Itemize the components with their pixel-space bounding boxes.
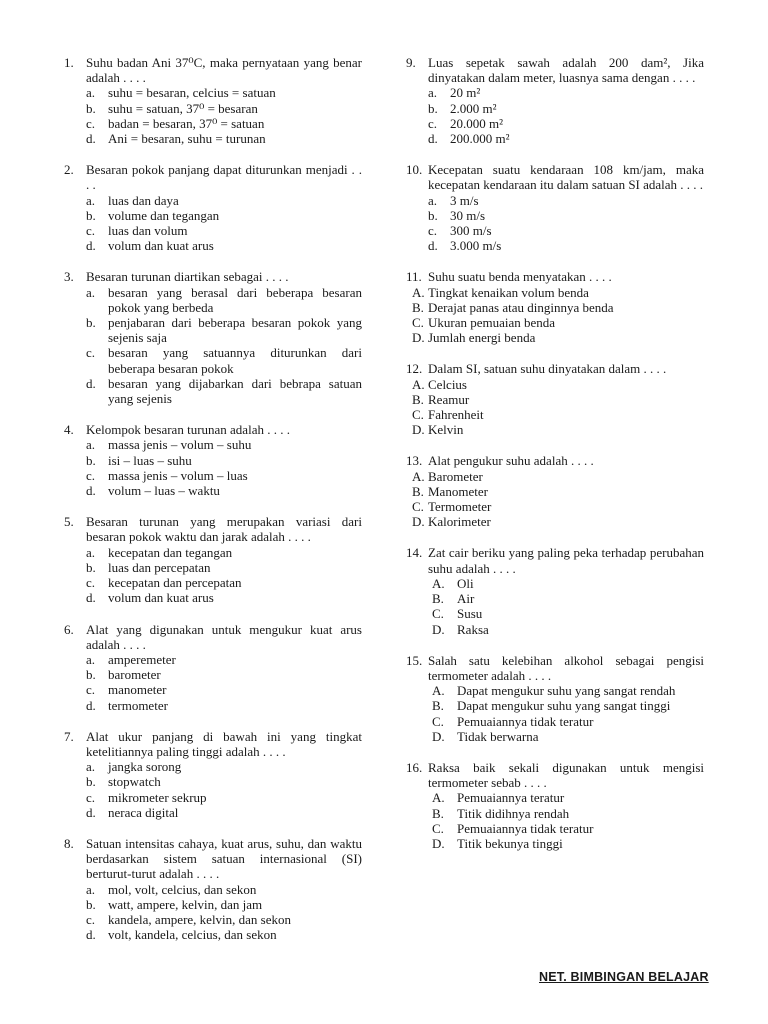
option-label: b.: [86, 774, 96, 790]
option-label: c.: [86, 789, 96, 805]
option-text: Titik bekunya tinggi: [457, 835, 563, 851]
option-text: Pemuaiannya tidak teratur: [457, 713, 594, 729]
option-a[interactable]: [432, 790, 704, 805]
option-c[interactable]: [86, 682, 362, 697]
option-b[interactable]: [86, 315, 362, 345]
question-number: 12.: [406, 361, 423, 377]
option-label: D.: [432, 835, 445, 851]
option-text: badan = besaran, 37⁰ = satuan: [108, 115, 265, 131]
option-label: b.: [86, 207, 96, 223]
question-number: 1.: [64, 55, 74, 70]
option-text: massa jenis – volum – luas: [108, 467, 248, 483]
option-label: b.: [86, 667, 96, 683]
option-text: Ukuran pemuaian benda: [428, 315, 556, 331]
right-column: [406, 55, 704, 867]
option-d[interactable]: [432, 836, 704, 851]
option-a[interactable]: [86, 882, 362, 897]
option-text: Fahrenheit: [428, 407, 484, 423]
option-label: B.: [432, 698, 444, 714]
question-number: 3.: [64, 269, 74, 285]
question-text: Raksa baik sekali digunakan untuk mengisi termometer sebab . . . .: [428, 759, 704, 791]
option-text: besaran yang berasal dari beberapa besaran pokok yang berbeda: [108, 284, 362, 315]
option-label: b.: [86, 559, 96, 575]
option-label: A.: [412, 468, 425, 484]
option-text: luas dan daya: [108, 192, 179, 208]
option-text: manometer: [108, 682, 167, 698]
option-d[interactable]: [86, 131, 362, 146]
option-label: c.: [86, 223, 96, 239]
option-text: besaran yang dijabarkan dari bebrapa satuan yang sejenis: [108, 375, 362, 407]
option-text: kecepatan dan percepatan: [108, 575, 242, 591]
option-b[interactable]: [428, 208, 704, 223]
question-3: [64, 269, 362, 406]
option-c[interactable]: [86, 345, 362, 375]
question-15: [406, 653, 704, 744]
question-number: 14.: [406, 545, 423, 561]
option-label: A.: [412, 284, 425, 300]
option-a[interactable]: [428, 85, 704, 100]
question-text: Besaran turunan diartikan sebagai . . . .: [86, 269, 289, 285]
option-d[interactable]: [432, 622, 704, 637]
option-b[interactable]: [412, 300, 704, 315]
option-text: stopwatch: [108, 774, 161, 790]
option-label: d.: [86, 697, 96, 713]
question-text: Suhu badan Ani 37⁰C, maka pernyataan yang benar adalah . . . .: [86, 55, 362, 86]
option-a[interactable]: [86, 285, 362, 315]
option-text: penjabaran dari beberapa besaran pokok yang sejenis saja: [108, 315, 362, 346]
option-text: Termometer: [428, 499, 492, 515]
question-12: [406, 361, 704, 437]
question-number: 10.: [406, 162, 423, 178]
option-label: C.: [432, 713, 444, 729]
option-text: barometer: [108, 667, 161, 683]
question-text: Alat yang digunakan untuk mengukur kuat arus adalah . . . .: [86, 621, 362, 652]
option-a[interactable]: [412, 285, 704, 300]
option-a[interactable]: [86, 193, 362, 208]
option-text: Derajat panas atau dinginnya benda: [428, 299, 614, 315]
option-text: luas dan volum: [108, 223, 188, 239]
option-b[interactable]: [86, 774, 362, 789]
option-c[interactable]: [86, 468, 362, 483]
option-text: Dapat mengukur suhu yang sangat tinggi: [457, 698, 671, 714]
question-number: 5.: [64, 514, 74, 530]
option-c[interactable]: [412, 499, 704, 514]
option-text: Manometer: [428, 483, 488, 499]
question-number: 8.: [64, 835, 74, 851]
option-label: c.: [428, 223, 438, 239]
option-text: volum dan kuat arus: [108, 238, 214, 254]
option-d[interactable]: [86, 805, 362, 820]
option-text: Ani = besaran, suhu = turunan: [108, 131, 266, 147]
option-label: B.: [432, 591, 444, 607]
option-text: massa jenis – volum – suhu: [108, 437, 252, 453]
option-text: Air: [457, 591, 475, 607]
option-label: d.: [428, 238, 438, 254]
option-c[interactable]: [412, 407, 704, 422]
option-text: volume dan tegangan: [108, 207, 220, 223]
option-label: D.: [412, 330, 425, 346]
option-label: B.: [412, 391, 424, 407]
question-text: Kelompok besaran turunan adalah . . . .: [86, 422, 290, 438]
question-text: Besaran pokok panjang dapat diturunkan menjadi . . . .: [86, 162, 362, 193]
question-text: Suhu suatu benda menyatakan . . . .: [428, 269, 612, 285]
question-text: Alat ukur panjang di bawah ini yang tingkat ketelitiannya paling tinggi adalah . . . .: [86, 728, 362, 759]
option-label: b.: [86, 452, 96, 468]
option-label: B.: [432, 805, 444, 821]
option-label: C.: [432, 606, 444, 622]
option-text: mol, volt, celcius, dan sekon: [108, 881, 257, 897]
option-label: a.: [428, 192, 438, 208]
option-text: kecepatan dan tegangan: [108, 544, 233, 560]
option-a[interactable]: [428, 193, 704, 208]
option-d[interactable]: [86, 590, 362, 605]
option-b[interactable]: [412, 484, 704, 499]
option-c[interactable]: [86, 575, 362, 590]
option-c[interactable]: [412, 315, 704, 330]
left-column: [64, 55, 362, 958]
question-number: 7.: [64, 728, 74, 744]
option-c[interactable]: [86, 790, 362, 805]
option-label: B.: [412, 483, 424, 499]
option-text: termometer: [108, 697, 168, 713]
question-text: Luas sepetak sawah adalah 200 dam², Jika dinyatakan dalam meter, luasnya sama dengan . . . .: [428, 55, 704, 86]
option-text: Raksa: [457, 621, 489, 637]
question-number: 9.: [406, 55, 416, 70]
option-d[interactable]: [86, 376, 362, 406]
option-text: Tingkat kenaikan volum benda: [428, 284, 589, 300]
option-a[interactable]: [86, 437, 362, 452]
option-text: watt, ampere, kelvin, dan jam: [108, 896, 263, 912]
option-label: a.: [86, 759, 96, 775]
option-text: volum – luas – waktu: [108, 483, 220, 499]
option-a[interactable]: [86, 85, 362, 100]
question-1: [64, 55, 362, 146]
option-label: a.: [86, 284, 96, 300]
option-text: Jumlah energi benda: [428, 330, 536, 346]
option-label: b.: [86, 896, 96, 912]
option-label: C.: [412, 315, 424, 331]
option-label: a.: [86, 881, 96, 897]
option-d[interactable]: [86, 238, 362, 253]
option-text: Celcius: [428, 376, 467, 392]
option-c[interactable]: [86, 912, 362, 927]
option-text: Kelvin: [428, 422, 464, 438]
option-text: 300 m/s: [450, 223, 492, 239]
option-label: D.: [412, 514, 425, 530]
option-b[interactable]: [86, 560, 362, 575]
option-b[interactable]: [412, 392, 704, 407]
option-label: d.: [86, 238, 96, 254]
option-a[interactable]: [86, 545, 362, 560]
question-number: 11.: [406, 269, 422, 285]
option-text: volt, kandela, celcius, dan sekon: [108, 927, 277, 943]
option-label: d.: [86, 483, 96, 499]
question-text: Satuan intensitas cahaya, kuat arus, suhu, dan waktu berdasarkan sistem satuan internasional (SI) berturut-turut adalah . . . .: [86, 835, 362, 882]
option-c[interactable]: [432, 821, 704, 836]
option-a[interactable]: [432, 576, 704, 591]
option-label: a.: [86, 651, 96, 667]
option-text: Dapat mengukur suhu yang sangat rendah: [457, 683, 676, 699]
option-label: a.: [86, 85, 96, 101]
option-b[interactable]: [86, 101, 362, 116]
question-number: 16.: [406, 759, 423, 775]
question-8: [64, 836, 362, 942]
option-label: A.: [432, 575, 445, 591]
option-c[interactable]: [86, 223, 362, 238]
option-d[interactable]: [412, 422, 704, 437]
option-label: d.: [86, 131, 96, 147]
option-text: neraca digital: [108, 804, 179, 820]
option-text: 200.000 m²: [450, 131, 510, 147]
option-text: Susu: [457, 606, 483, 622]
option-d[interactable]: [86, 927, 362, 942]
option-label: c.: [428, 115, 438, 131]
question-text: Besaran turunan yang merupakan variasi dari besaran pokok waktu dan jarak adalah . . . .: [86, 514, 362, 545]
option-b[interactable]: [86, 453, 362, 468]
footer-brand: NET. BIMBINGAN BELAJAR: [539, 970, 709, 984]
option-d[interactable]: [432, 729, 704, 744]
question-2: [64, 162, 362, 253]
option-text: Barometer: [428, 468, 483, 484]
option-text: 20 m²: [450, 85, 481, 101]
option-b[interactable]: [86, 897, 362, 912]
question-14: [406, 545, 704, 636]
option-label: c.: [86, 682, 96, 698]
question-number: 4.: [64, 422, 74, 438]
option-text: suhu = satuan, 37⁰ = besaran: [108, 100, 258, 116]
option-b[interactable]: [428, 101, 704, 116]
option-text: 3.000 m/s: [450, 238, 502, 254]
question-10: [406, 162, 704, 253]
question-text: Alat pengukur suhu adalah . . . .: [428, 453, 594, 469]
option-label: b.: [428, 207, 438, 223]
option-d[interactable]: [86, 698, 362, 713]
option-b[interactable]: [432, 591, 704, 606]
option-label: c.: [86, 911, 96, 927]
option-text: Titik didihnya rendah: [457, 805, 570, 821]
option-text: Pemuaiannya tidak teratur: [457, 820, 594, 836]
option-d[interactable]: [86, 483, 362, 498]
option-label: a.: [86, 437, 96, 453]
option-b[interactable]: [432, 806, 704, 821]
option-text: amperemeter: [108, 651, 176, 667]
option-a[interactable]: [412, 469, 704, 484]
option-text: 30 m/s: [450, 207, 486, 223]
option-label: a.: [86, 544, 96, 560]
question-5: [64, 514, 362, 605]
option-label: D.: [432, 621, 445, 637]
option-text: besaran yang satuannya diturunkan dari beberapa besaran pokok: [108, 345, 362, 376]
option-a[interactable]: [86, 652, 362, 667]
option-text: Tidak berwarna: [457, 728, 539, 744]
question-13: [406, 453, 704, 529]
option-label: a.: [428, 85, 438, 101]
option-label: c.: [86, 467, 96, 483]
option-label: d.: [86, 590, 96, 606]
option-label: c.: [86, 345, 96, 361]
option-c[interactable]: [428, 116, 704, 131]
option-label: d.: [86, 375, 96, 391]
question-9: [406, 55, 704, 146]
question-4: [64, 422, 362, 498]
option-c[interactable]: [432, 714, 704, 729]
option-label: D.: [412, 422, 425, 438]
option-text: volum dan kuat arus: [108, 590, 214, 606]
option-label: A.: [432, 790, 445, 806]
option-label: C.: [412, 407, 424, 423]
question-6: [64, 622, 362, 713]
option-label: A.: [432, 683, 445, 699]
option-text: Kalorimeter: [428, 514, 491, 530]
option-label: C.: [412, 499, 424, 515]
option-b[interactable]: [86, 667, 362, 682]
option-label: b.: [428, 100, 438, 116]
option-label: C.: [432, 820, 444, 836]
option-text: kandela, ampere, kelvin, dan sekon: [108, 911, 292, 927]
option-d[interactable]: [428, 238, 704, 253]
option-label: c.: [86, 115, 96, 131]
question-text: Salah satu kelebihan alkohol sebagai pengisi termometer adalah . . . .: [428, 652, 704, 683]
option-c[interactable]: [428, 223, 704, 238]
option-text: Reamur: [428, 391, 470, 407]
option-text: isi – luas – suhu: [108, 452, 192, 468]
option-a[interactable]: [86, 759, 362, 774]
option-c[interactable]: [432, 606, 704, 621]
question-text: Dalam SI, satuan suhu dinyatakan dalam . . . .: [428, 361, 667, 377]
option-text: Oli: [457, 575, 474, 591]
option-label: d.: [86, 927, 96, 943]
question-number: 6.: [64, 621, 74, 637]
question-text: Kecepatan suatu kendaraan 108 km/jam, maka kecepatan kendaraan itu dalam satuan SI adalah . . . .: [428, 162, 704, 193]
option-text: luas dan percepatan: [108, 559, 211, 575]
option-label: d.: [86, 804, 96, 820]
question-number: 13.: [406, 453, 423, 469]
option-b[interactable]: [86, 208, 362, 223]
option-label: a.: [86, 192, 96, 208]
option-text: 2.000 m²: [450, 100, 497, 116]
option-d[interactable]: [412, 514, 704, 529]
option-text: 20.000 m²: [450, 115, 504, 131]
option-label: b.: [86, 315, 96, 331]
option-a[interactable]: [412, 377, 704, 392]
question-number: 2.: [64, 162, 74, 178]
option-d[interactable]: [428, 131, 704, 146]
option-label: B.: [412, 299, 424, 315]
question-11: [406, 269, 704, 345]
option-b[interactable]: [432, 698, 704, 713]
option-text: jangka sorong: [108, 759, 182, 775]
option-label: d.: [428, 131, 438, 147]
option-c[interactable]: [86, 116, 362, 131]
option-text: 3 m/s: [450, 192, 479, 208]
option-label: c.: [86, 575, 96, 591]
question-16: [406, 760, 704, 851]
option-label: D.: [432, 728, 445, 744]
option-text: mikrometer sekrup: [108, 789, 207, 805]
question-7: [64, 729, 362, 820]
question-number: 15.: [406, 652, 423, 668]
option-label: A.: [412, 376, 425, 392]
question-text: Zat cair beriku yang paling peka terhadap perubahan suhu adalah . . . .: [428, 545, 704, 576]
option-text: suhu = besaran, celcius = satuan: [108, 85, 276, 101]
option-a[interactable]: [432, 683, 704, 698]
option-label: b.: [86, 100, 96, 116]
option-d[interactable]: [412, 330, 704, 345]
option-text: Pemuaiannya teratur: [457, 790, 565, 806]
